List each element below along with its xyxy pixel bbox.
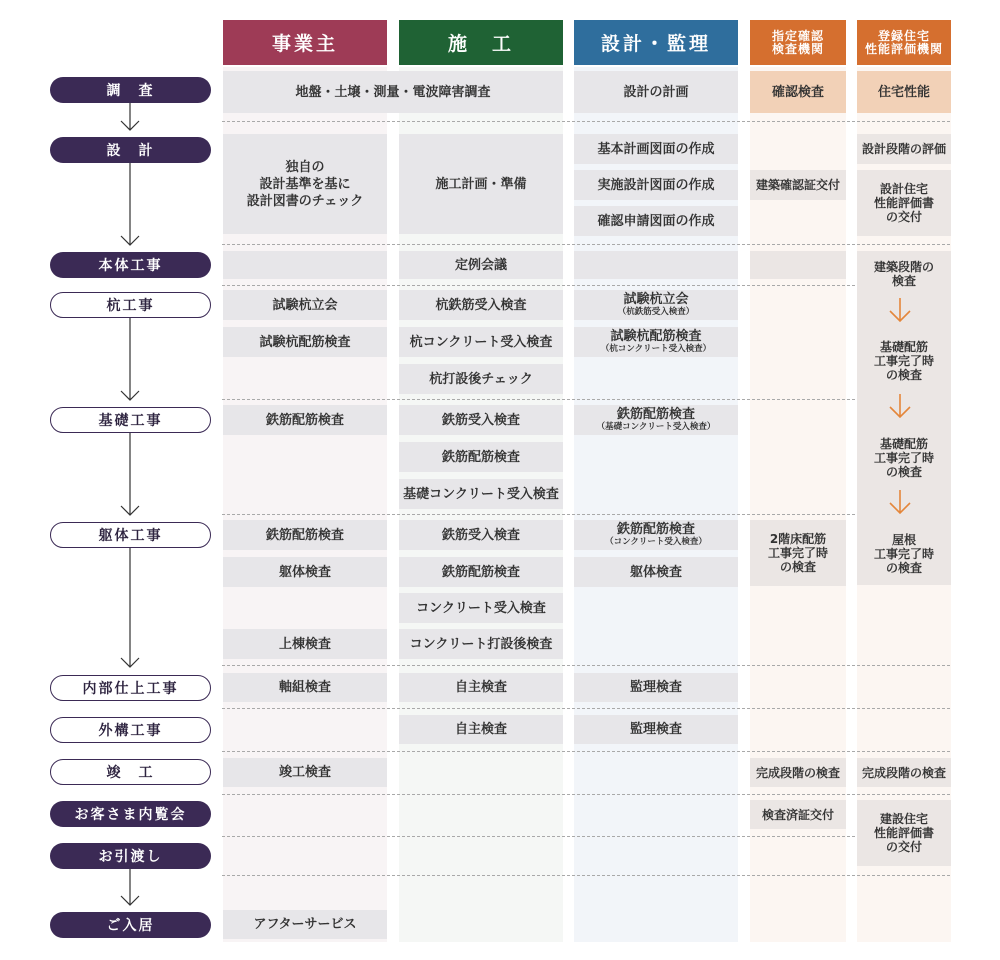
arrow-down-icon: [121, 548, 139, 667]
main-construction-cell: 定例会議: [399, 251, 563, 279]
row-separator: [222, 285, 950, 286]
row-separator: [222, 514, 950, 515]
pile-design-cell-1-main: 試験杭立会: [623, 292, 689, 307]
pile-construction-cell-1: 杭鉄筋受入検査: [399, 290, 563, 320]
interior-construction-cell: 自主検査: [399, 673, 563, 702]
phase-main-works: 本体工事: [50, 252, 211, 278]
header-design: 設計・監理: [574, 20, 738, 65]
foundation-construction-cell-2: 鉄筋配筋検査: [399, 442, 563, 472]
arrow-down-icon: [121, 318, 139, 400]
interior-design-cell: 監理検査: [574, 673, 738, 702]
pile-construction-cell-2: 杭コンクリート受入検査: [399, 327, 563, 357]
header-owner: 事業主: [223, 20, 387, 65]
frame-construction-cell-4: コンクリート打設後検査: [399, 629, 563, 659]
arrow-down-icon: [121, 103, 139, 130]
phase-foundation-works: 基礎工事: [50, 407, 211, 433]
housing-stage-cell-4: 屋根 工事完了時 の検査: [873, 533, 934, 575]
frame-construction-cell-1: 鉄筋受入検査: [399, 520, 563, 550]
pile-design-cell-2: [574, 327, 738, 357]
main-confirm-cell: [750, 251, 846, 279]
foundation-design-cell-main: 鉄筋配筋検査: [616, 407, 695, 422]
frame-owner-cell-2: 躯体検査: [223, 557, 387, 587]
row-separator: [222, 836, 950, 837]
phase-survey: 調 査: [50, 77, 211, 103]
survey-design-cell: 設計の計画: [574, 71, 738, 113]
pile-construction-cell-3: 杭打設後チェック: [399, 364, 563, 394]
phase-customer-viewing: お客さま内覧会: [50, 801, 211, 827]
header-construction: 施 工: [399, 20, 563, 65]
design-design-cell-1: 基本計画図面の作成: [574, 134, 738, 164]
phase-pile-works: 杭工事: [50, 292, 211, 318]
interior-owner-cell: 軸組検査: [223, 673, 387, 702]
pile-owner-cell-2: 試験杭配筋検査: [223, 327, 387, 357]
design-construction-cell: 施工計画・準備: [399, 134, 563, 234]
pile-design-cell-2-main: 試験杭配筋検査: [610, 329, 702, 344]
phase-exterior-works: 外構工事: [50, 717, 211, 743]
main-owner-cell: [223, 251, 387, 279]
row-separator: [222, 708, 950, 709]
orange-arrow-down-icon: [887, 296, 913, 330]
header-housing-line2: 性能評価機関: [864, 41, 943, 56]
foundation-design-cell: [574, 405, 738, 435]
header-confirm: [750, 20, 846, 65]
exterior-design-cell: 監理検査: [574, 715, 738, 744]
survey-housing-cell: 住宅性能: [857, 71, 951, 113]
foundation-construction-cell-1: 鉄筋受入検査: [399, 405, 563, 435]
row-separator: [222, 399, 950, 400]
housing-stage-cell-2: 基礎配筋 工事完了時 の検査: [873, 340, 934, 382]
orange-arrow-down-icon: [887, 488, 913, 522]
row-separator: [222, 665, 950, 666]
frame-design-cell-1-sub: （コンクリート受入検査）: [605, 537, 707, 547]
pile-design-cell-1: [574, 290, 738, 320]
frame-confirm-cell: 2階床配筋 工事完了時 の検査: [750, 520, 846, 586]
orange-arrow-down-icon: [887, 392, 913, 426]
frame-design-cell-1-main: 鉄筋配筋検査: [616, 522, 695, 537]
viewing-housing-cell: 建設住宅 性能評価書 の交付: [857, 800, 951, 866]
row-separator: [222, 121, 950, 122]
frame-design-cell-1: [574, 520, 738, 550]
header-confirm-line2: 検査機関: [771, 41, 824, 56]
survey-owner-construction-cell: 地盤・土壌・測量・電波障害調査: [223, 71, 563, 113]
design-owner-cell: 独自の 設計基準を基に 設計図書のチェック: [223, 134, 387, 234]
flow-arrows: [0, 0, 222, 960]
foundation-design-cell-sub: （基礎コンクリート受入検査）: [596, 422, 716, 432]
completion-confirm-cell: 完成段階の検査: [750, 758, 846, 787]
pile-design-cell-1-sub: （杭鉄筋受入検査）: [617, 307, 695, 317]
design-housing-cell-2: 設計住宅 性能評価書 の交付: [857, 170, 951, 236]
completion-housing-cell: 完成段階の検査: [857, 758, 951, 787]
header-housing-line1: 登録住宅: [877, 28, 930, 43]
header-confirm-line1: 指定確認: [771, 28, 824, 43]
pile-design-cell-2-sub: （杭コンクリート受入検査）: [600, 344, 712, 354]
phase-completion: 竣 工: [50, 759, 211, 785]
movein-owner-cell: アフターサービス: [223, 910, 387, 939]
phase-interior-works: 内部仕上工事: [50, 675, 211, 701]
arrow-down-icon: [121, 433, 139, 515]
frame-owner-cell-3: 上棟検査: [223, 629, 387, 659]
pile-owner-cell-1: 試験杭立会: [223, 290, 387, 320]
main-design-cell: [574, 251, 738, 279]
phase-handover: お引渡し: [50, 843, 211, 869]
phase-design: 設 計: [50, 137, 211, 163]
viewing-confirm-cell: 検査済証交付: [750, 800, 846, 829]
design-design-cell-2: 実施設計図面の作成: [574, 170, 738, 200]
frame-design-cell-2: 躯体検査: [574, 557, 738, 587]
survey-confirm-cell: 確認検査: [750, 71, 846, 113]
row-separator: [222, 244, 950, 245]
frame-owner-cell-1: 鉄筋配筋検査: [223, 520, 387, 550]
arrow-down-icon: [121, 163, 139, 245]
design-design-cell-3: 確認申請図面の作成: [574, 206, 738, 236]
frame-construction-cell-3: コンクリート受入検査: [399, 593, 563, 623]
foundation-owner-cell: 鉄筋配筋検査: [223, 405, 387, 435]
design-housing-cell-1: 設計段階の評価: [857, 134, 951, 164]
row-separator: [222, 751, 950, 752]
row-separator: [222, 794, 950, 795]
row-separator: [222, 875, 950, 876]
phase-move-in: ご入居: [50, 912, 211, 938]
housing-stage-cell-3: 基礎配筋 工事完了時 の検査: [873, 437, 934, 479]
header-housing: [857, 20, 951, 65]
design-confirm-cell: 建築確認証交付: [750, 170, 846, 200]
exterior-construction-cell: 自主検査: [399, 715, 563, 744]
housing-stage-cell-1: 建築段階の 検査: [873, 260, 934, 288]
completion-owner-cell: 竣工検査: [223, 758, 387, 787]
phase-frame-works: 躯体工事: [50, 522, 211, 548]
arrow-down-icon: [121, 869, 139, 905]
foundation-construction-cell-3: 基礎コンクリート受入検査: [399, 479, 563, 509]
frame-construction-cell-2: 鉄筋配筋検査: [399, 557, 563, 587]
